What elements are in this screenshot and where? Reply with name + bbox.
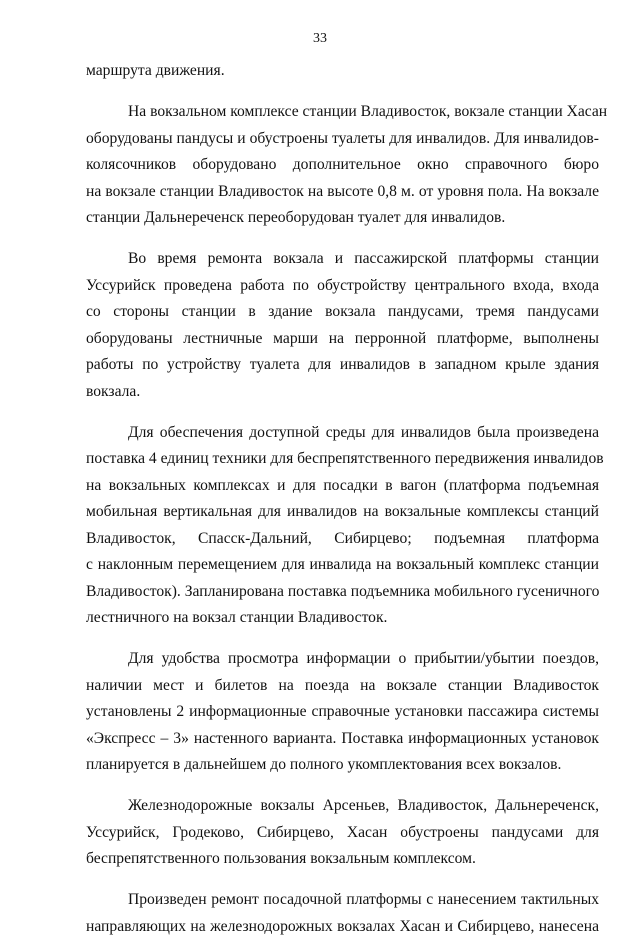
paragraph (86, 420, 599, 632)
paragraph (86, 99, 599, 232)
text-line: работы по устройству туалета для инвалидов в западном крыле здания (86, 352, 599, 379)
text-line: вокзала. (86, 379, 599, 406)
text-line: направляющих на железнодорожных вокзалах Хасан и Сибирцево, нанесена (86, 914, 599, 940)
text-line: лестничного на вокзал станции Владивосток. (86, 605, 599, 632)
page-number: 33 (0, 30, 640, 48)
text-line: Во время ремонта вокзала и пассажирской платформы станции (86, 246, 599, 273)
paragraph (86, 887, 599, 940)
text-line: беспрепятственного пользования вокзальным комплексом. (86, 846, 599, 873)
text-line: На вокзальном комплексе станции Владивосток, вокзале станции Хасан (86, 99, 599, 126)
text-line: наличии мест и билетов на поезда на вокзале станции Владивосток (86, 673, 599, 700)
text-line: оборудованы лестничные марши на перронной платформе, выполнены (86, 326, 599, 353)
text-line: Для удобства просмотра информации о прибытии/убытии поездов, (86, 646, 599, 673)
text-line: Для обеспечения доступной среды для инвалидов была произведена (86, 420, 599, 447)
text-line: колясочников оборудовано дополнительное окно справочного бюро (86, 152, 599, 179)
paragraph (86, 793, 599, 873)
text-line: мобильная вертикальная для инвалидов на вокзальные комплексы станций (86, 499, 599, 526)
text-line: с наклонным перемещением для инвалида на вокзальный комплекс станции (86, 552, 599, 579)
text-line: Железнодорожные вокзалы Арсеньев, Владивосток, Дальнереченск, (86, 793, 599, 820)
text-line: Уссурийск проведена работа по обустройству центрального входа, входа (86, 273, 599, 300)
text-line: со стороны станции в здание вокзала пандусами, тремя пандусами (86, 299, 599, 326)
text-line: станции Дальнереченск переоборудован туалет для инвалидов. (86, 205, 599, 232)
body-text (86, 58, 599, 940)
paragraph (86, 246, 599, 405)
text-line: оборудованы пандусы и обустроены туалеты для инвалидов. Для инвалидов- (86, 126, 599, 153)
text-line: Уссурийск, Гродеково, Сибирцево, Хасан обустроены пандусами для (86, 820, 599, 847)
paragraph (86, 646, 599, 779)
text-line: на вокзале станции Владивосток на высоте 0,8 м. от уровня пола. На вокзале (86, 179, 599, 206)
text-line: установлены 2 информационные справочные установки пассажира системы (86, 699, 599, 726)
text-line: маршрута движения. (86, 58, 599, 85)
text-line: Владивосток, Спасск-Дальний, Сибирцево; подъемная платформа (86, 526, 599, 553)
text-line: Владивосток). Запланирована поставка подъемника мобильного гусеничного (86, 579, 599, 606)
text-line: поставка 4 единиц техники для беспрепятственного передвижения инвалидов (86, 446, 599, 473)
paragraph (86, 58, 599, 85)
text-line: планируется в дальнейшем до полного укомплектования всех вокзалов. (86, 752, 599, 779)
text-line: на вокзальных комплексах и для посадки в вагон (платформа подъемная (86, 473, 599, 500)
text-line: «Экспресс – 3» настенного варианта. Поставка информационных установок (86, 726, 599, 753)
text-line: Произведен ремонт посадочной платформы с нанесением тактильных (86, 887, 599, 914)
